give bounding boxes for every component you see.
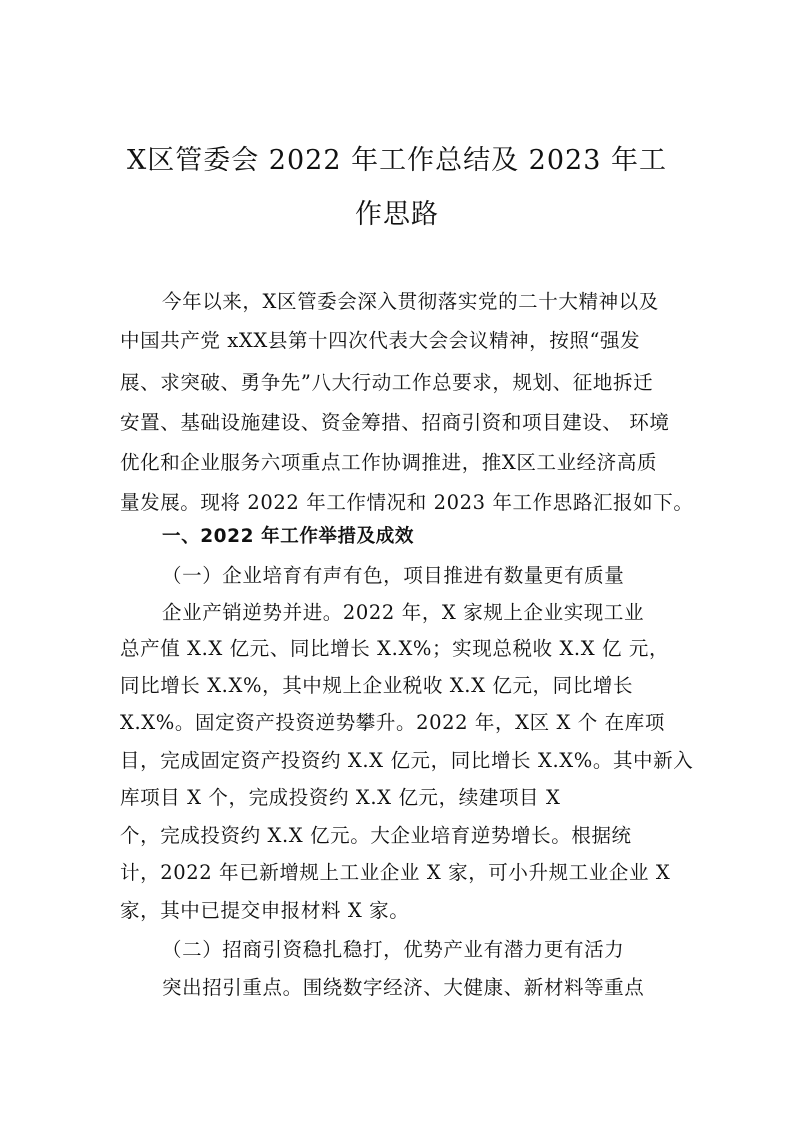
paragraph-line: X.X%。固定资产投资逆势攀升。2022 年，X区 X 个 在库项 (120, 711, 665, 734)
paragraph-line: 突出招引重点。围绕数字经济、大健康、新材料等重点 (162, 976, 645, 999)
paragraph-line: 今年以来，X区管委会深入贯彻落实党的二十大精神以及 (162, 290, 659, 313)
paragraph-line: 计，2022 年已新增规上工业企业 X 家，可小升规工业企业 X (120, 861, 671, 884)
paragraph-line: 量发展。现将 2022 年工作情况和 2023 年工作思路汇报如下。 (120, 491, 694, 514)
subsection-heading: （二）招商引资稳扎稳打，优势产业有潜力更有活力 (162, 938, 625, 961)
paragraph-line: 企业产销逆势并进。2022 年，X 家规上企业实现工业 (162, 601, 645, 624)
paragraph-line: 安置、基础设施建设、资金筹措、招商引资和项目建设、 环境 (120, 411, 670, 434)
paragraph-line: 目，完成固定资产投资约 X.X 亿元，同比增长 X.X%。其中新入 (120, 749, 694, 772)
paragraph-line: 家，其中已提交申报材料 X 家。 (120, 899, 410, 922)
paragraph-line: 优化和企业服务六项重点工作协调推进，推X区工业经济高质 (120, 451, 658, 474)
paragraph-line: 总产值 X.X 亿元、同比增长 X.X%；实现总税收 X.X 亿 元， (120, 637, 670, 660)
document-title-line-1: X区管委会 2022 年工作总结及 2023 年工 (127, 145, 667, 176)
paragraph-line: 展、求突破、勇争先”八大行动工作总要求，规划、征地拆迁 (120, 371, 654, 394)
section-heading: 一、2022 年工作举措及成效 (162, 526, 414, 547)
paragraph-line: 库项目 X 个，完成投资约 X.X 亿元，续建项目 X (120, 786, 561, 809)
subsection-heading: （一）企业培育有声有色，项目推进有数量更有质量 (162, 564, 625, 587)
document-title-line-2: 作思路 (355, 199, 439, 230)
paragraph-line: 个，完成投资约 X.X 亿元。大企业培育逆势增长。根据统 (120, 824, 632, 847)
paragraph-line: 中国共产党 xXX县第十四次代表大会会议精神，按照“强发 (120, 329, 641, 352)
paragraph-line: 同比增长 X.X%，其中规上企业税收 X.X 亿元，同比增长 (120, 674, 634, 697)
